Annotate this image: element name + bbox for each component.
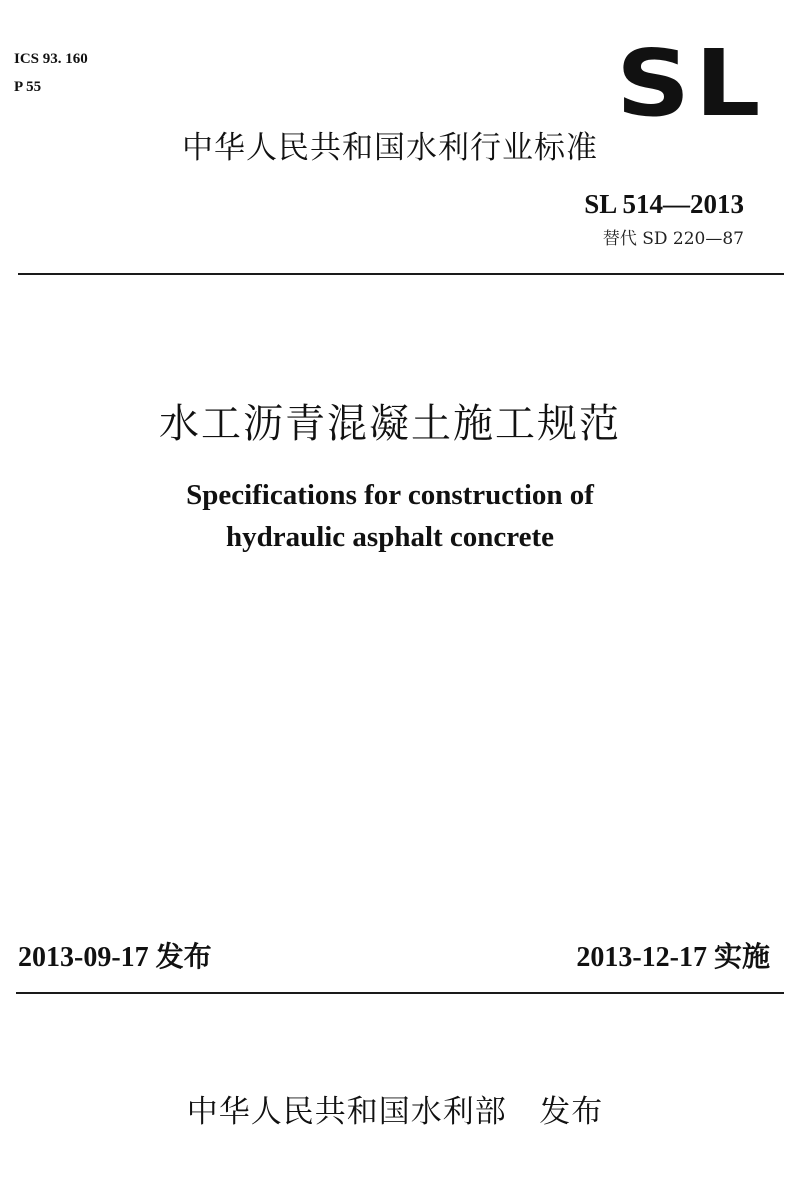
bottom-divider xyxy=(16,992,784,994)
replaced-standard: 替代 SD 220—87 xyxy=(602,229,744,249)
publisher: 中华人民共和国水利部 发布 xyxy=(186,1094,604,1130)
title-english-line-2: hydraulic asphalt concrete xyxy=(225,521,555,553)
implementation-date: 2013-12-17 实施 xyxy=(576,942,770,973)
standard-number: SL 514—2013 xyxy=(584,189,744,219)
title-english xyxy=(0,474,780,558)
issue-date: 2013-09-17 发布 xyxy=(18,942,212,973)
standard-category: 中华人民共和国水利行业标准 xyxy=(182,130,598,166)
ics-code: ICS 93. 160 xyxy=(14,51,88,67)
ccs-code: P 55 xyxy=(14,79,42,95)
sl-logo: SL xyxy=(616,30,765,137)
title-chinese: 水工沥青混凝土施工规范 xyxy=(159,401,621,447)
title-english-line-1: Specifications for construction of xyxy=(186,479,594,511)
top-divider xyxy=(18,273,784,275)
